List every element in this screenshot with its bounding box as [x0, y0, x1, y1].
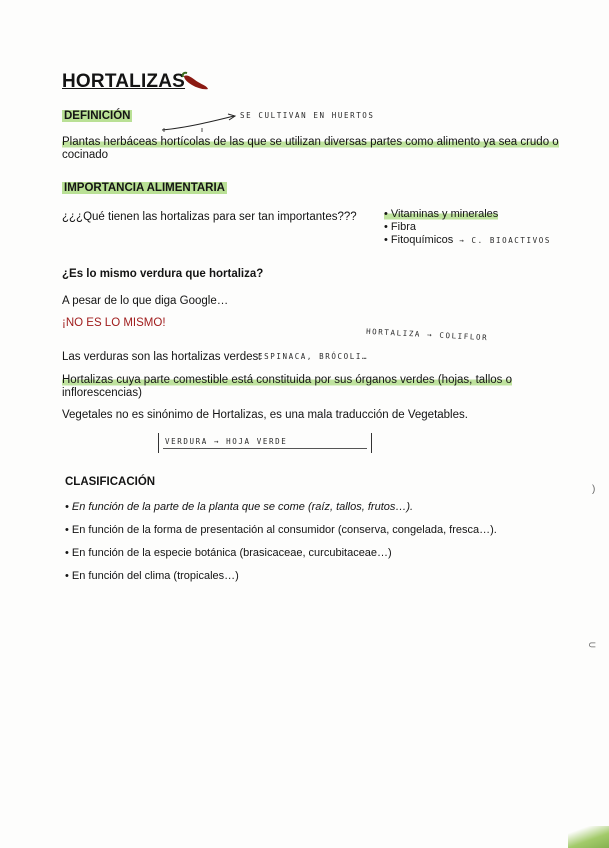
page-title: HORTALIZAS [62, 71, 186, 92]
verdura-parte-line1: Hortalizas cuya parte comestible está constituida por sus órganos verdes (hojas, tallos o [62, 374, 513, 386]
scan-mark: ) [592, 484, 596, 495]
list-item: • Vitaminas y minerales [384, 208, 499, 220]
verdura-vegetales: Vegetales no es sinónimo de Hortalizas, es una mala traducción de Vegetables. [62, 409, 468, 421]
list-item: • En función de la especie botánica (brasicaceae, curcubitaceae…) [65, 547, 392, 559]
verduras-annotation: ESPINACA, BRÓCOLI… [258, 352, 369, 361]
list-item: • En función de la parte de la planta que se come (raíz, tallos, frutos…). [65, 501, 414, 513]
importancia-question: ¿¿¿Qué tienen las hortalizas para ser tan importantes??? [62, 211, 357, 223]
list-item: • En función de la forma de presentación al consumidor (conserva, congelada, fresca…). [65, 524, 497, 536]
list-item: • Fitoquímicos → C. BIOACTIVOS [384, 234, 551, 246]
section-clasificacion-heading: CLASIFICACIÓN [65, 476, 156, 488]
scan-mark: ⊂ [588, 640, 597, 651]
verdura-no-es: ¡NO ES LO MISMO! [62, 317, 166, 329]
importancia-list [384, 208, 551, 247]
section-importancia-heading: IMPORTANCIA ALIMENTARIA [64, 182, 225, 194]
verdura-heading: ¿Es lo mismo verdura que hortaliza? [62, 268, 264, 280]
annotation-box [158, 433, 372, 453]
verdura-parte-line2: inflorescencias) [62, 387, 142, 399]
section-definicion-heading: DEFINICIÓN [64, 110, 131, 122]
verdura-verduras: Las verduras son las hortalizas verdes: [62, 351, 262, 363]
chili-pepper-icon [180, 70, 210, 92]
list-item: • Fibra [384, 221, 416, 233]
verdura-google: A pesar de lo que diga Google… [62, 295, 229, 307]
definicion-annotation: SE CULTIVAN EN HUERTOS [240, 111, 375, 120]
highlighter-stain [568, 826, 609, 848]
box-annotation: VERDURA → HOJA VERDE [165, 437, 288, 446]
definicion-text-line2: cocinado [62, 149, 109, 161]
definicion-text-line1: Plantas herbáceas hortícolas de las que se utilizan diversas partes como alimento ya sea crudo o [62, 136, 559, 148]
list-item: • En función del clima (tropicales…) [65, 570, 239, 582]
annotation-arrow-icon [160, 110, 240, 134]
annotation-coliflor: HORTALIZA → COLIFLOR [365, 326, 489, 343]
importancia-annotation: C. BIOACTIVOS [471, 236, 551, 245]
